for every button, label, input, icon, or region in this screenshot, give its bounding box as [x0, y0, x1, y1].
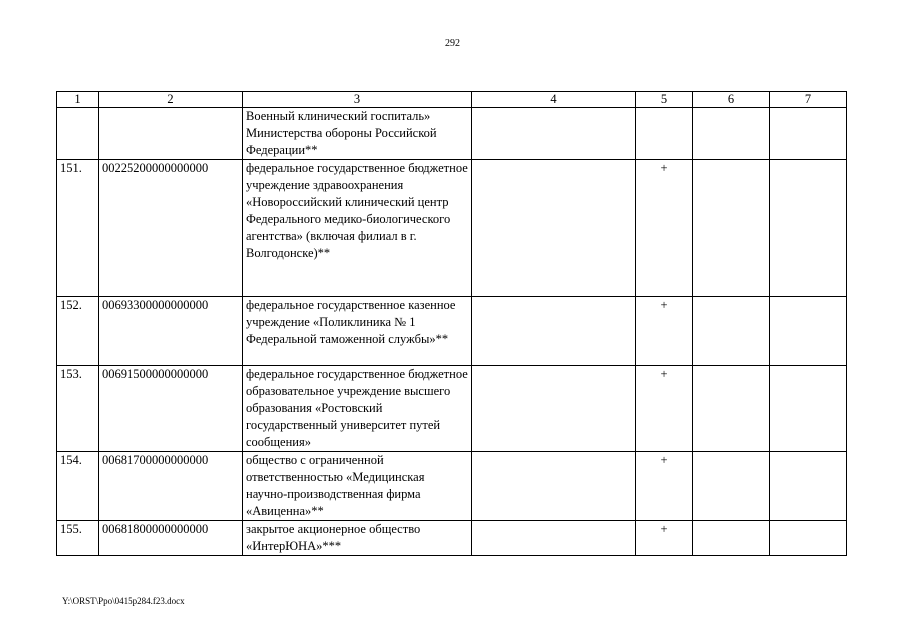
- row-cell-4: [472, 108, 636, 160]
- column-header: 3: [243, 92, 472, 108]
- column-header: 7: [770, 92, 847, 108]
- file-path-footer: Y:\ORST\Ppo\0415p284.f23.docx: [62, 596, 185, 606]
- row-organization-name: закрытое акционерное общество «ИнтерЮНА»***: [243, 521, 472, 556]
- page-number: 292: [445, 38, 460, 49]
- row-cell-5: [636, 108, 693, 160]
- row-cell-6: [693, 297, 770, 366]
- row-cell-6: [693, 521, 770, 556]
- row-cell-4: [472, 297, 636, 366]
- row-cell-7: [770, 452, 847, 521]
- row-cell-7: [770, 108, 847, 160]
- row-number: 155.: [57, 521, 99, 556]
- row-cell-4: [472, 366, 636, 452]
- row-code: 00681700000000000: [99, 452, 243, 521]
- row-number: [57, 108, 99, 160]
- row-organization-name: федеральное государственное бюджетное образовательное учреждение высшего образования «Ростовский государственный университет путей сообщения»: [243, 366, 472, 452]
- column-header: 5: [636, 92, 693, 108]
- row-organization-name: Военный клинический госпиталь» Министерства обороны Российской Федерации**: [243, 108, 472, 160]
- row-code: 00681800000000000: [99, 521, 243, 556]
- row-cell-5: +: [636, 366, 693, 452]
- column-header: 4: [472, 92, 636, 108]
- table-row: [57, 160, 847, 297]
- row-number: 151.: [57, 160, 99, 297]
- row-code: 00225200000000000: [99, 160, 243, 297]
- row-cell-6: [693, 366, 770, 452]
- row-organization-name: общество с ограниченной ответственностью «Медицинская научно-производственная фирма «Авиценна»**: [243, 452, 472, 521]
- column-header: 6: [693, 92, 770, 108]
- table-row: [57, 521, 847, 556]
- column-header: 2: [99, 92, 243, 108]
- row-cell-7: [770, 366, 847, 452]
- row-cell-5: +: [636, 297, 693, 366]
- row-cell-7: [770, 521, 847, 556]
- row-number: 153.: [57, 366, 99, 452]
- row-code: [99, 108, 243, 160]
- row-organization-name: федеральное государственное бюджетное учреждение здравоохранения «Новороссийский клинический центр Федерального медико-биологического агентства» (включая филиал в г. Волгодонске)**: [243, 160, 472, 297]
- row-cell-6: [693, 108, 770, 160]
- table-header-row: [57, 92, 847, 108]
- row-cell-5: +: [636, 521, 693, 556]
- row-number: 152.: [57, 297, 99, 366]
- row-cell-4: [472, 521, 636, 556]
- row-cell-4: [472, 452, 636, 521]
- document-table: [56, 91, 847, 556]
- row-cell-7: [770, 297, 847, 366]
- row-organization-name: федеральное государственное казенное учреждение «Поликлиника № 1 Федеральной таможенной службы»**: [243, 297, 472, 366]
- row-cell-6: [693, 452, 770, 521]
- table-row: [57, 108, 847, 160]
- row-cell-4: [472, 160, 636, 297]
- row-code: 00691500000000000: [99, 366, 243, 452]
- table-row: [57, 297, 847, 366]
- row-cell-5: +: [636, 160, 693, 297]
- row-cell-5: +: [636, 452, 693, 521]
- table-row: [57, 366, 847, 452]
- row-code: 00693300000000000: [99, 297, 243, 366]
- row-number: 154.: [57, 452, 99, 521]
- row-cell-7: [770, 160, 847, 297]
- row-cell-6: [693, 160, 770, 297]
- table-row: [57, 452, 847, 521]
- column-header: 1: [57, 92, 99, 108]
